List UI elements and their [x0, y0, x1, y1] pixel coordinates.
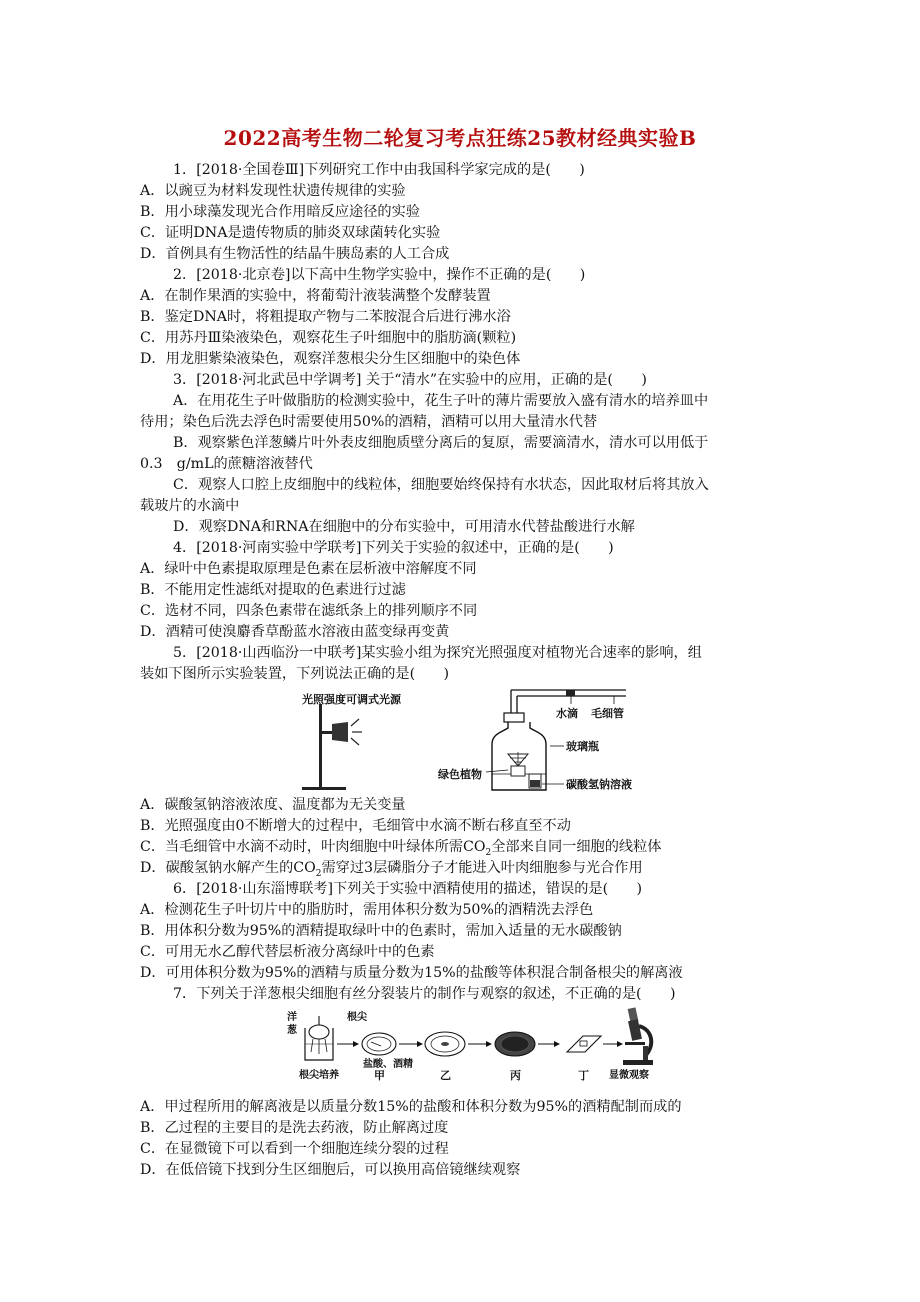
- light-source-label: 光照强度可调式光源: [302, 693, 401, 706]
- page-title: 2022高考生物二轮复习考点狂练25教材经典实验B: [223, 126, 697, 150]
- light-source-icon: [332, 722, 348, 742]
- q5-stem-line2: 装如下图所示实验装置，下列说法正确的是( ): [140, 666, 450, 682]
- q1-option-a: A．以豌豆为材料发现性状遗传规律的实验: [140, 183, 406, 199]
- bottle-label: 玻璃瓶: [566, 740, 599, 753]
- onion-label-line2: 葱: [287, 1025, 297, 1036]
- q6-option-b: B．用体积分数为95%的酒精提取绿叶中的色素时，需加入适量的无水碳酸钠: [140, 923, 622, 939]
- q5-apparatus-diagram: [296, 686, 640, 794]
- q2-option-d: D．用龙胆紫染液染色，观察洋葱根尖分生区细胞中的染色体: [140, 351, 521, 367]
- q5-stem-line1: 5．[2018·山西临汾一中联考]某实验小组为探究光照强度对植物光合速率的影响，组: [173, 645, 702, 661]
- q2-option-c: C．用苏丹Ⅲ染液染色，观察花生子叶细胞中的脂肪滴(颗粒): [140, 330, 517, 346]
- water-drop-icon: [566, 690, 575, 696]
- q7-option-a: A．甲过程所用的解离液是以质量分数15%的盐酸和体积分数为95%的酒精配制而成的: [140, 1099, 682, 1115]
- q6-option-d: D．可用体积分数为95%的酒精与质量分数为15%的盐酸等体积混合制备根尖的解离液: [140, 965, 683, 981]
- q1-option-b: B．用小球藻发现光合作用暗反应途径的实验: [140, 204, 420, 220]
- q2-stem: 2．[2018·北京卷]以下高中生物学实验中，操作不正确的是( ): [173, 267, 586, 283]
- plant-label: 绿色植物: [438, 768, 482, 781]
- slide-ding-icon: [567, 1036, 601, 1052]
- onion-label-line1: 洋: [287, 1012, 297, 1023]
- lamp-pole: [319, 704, 322, 788]
- q5-option-b: B．光照强度由0不断增大的过程中，毛细管中水滴不断右移直至不动: [140, 818, 571, 834]
- q1-option-c: C．证明DNA是遗传物质的肺炎双球菌转化实验: [140, 225, 441, 241]
- q6-option-c: C．可用无水乙醇代替层析液分离绿叶中的色素: [140, 944, 435, 960]
- water-drop-label: 水滴: [556, 707, 578, 720]
- reagents-label: 盐酸、酒精: [363, 1059, 413, 1070]
- q7-option-d: D．在低倍镜下找到分生区细胞后，可以换用高倍镜继续观察: [140, 1162, 521, 1178]
- q4-option-c: C．选材不同，四条色素带在滤纸条上的排列顺序不同: [140, 603, 478, 619]
- q4-option-b: B．不能用定性滤纸对提取的色素进行过滤: [140, 582, 406, 598]
- q3-stem: 3．[2018·河北武邑中学调考] 关于“清水”在实验中的应用，正确的是( ): [173, 372, 647, 388]
- step-ding-label: 丁: [578, 1069, 589, 1082]
- solution-label: 碳酸氢钠溶液: [566, 778, 632, 791]
- lamp-arm: [320, 731, 334, 734]
- q5-option-c: C．当毛细管中水滴不动时，叶肉细胞中叶绿体所需$CO_2$全部来自同一细胞的线粒体: [140, 839, 662, 858]
- q4-option-a: A．绿叶中色素提取原理是色素在层析液中溶解度不同: [140, 561, 477, 577]
- q5-option-a: A．碳酸氢钠溶液浓度、温度都为无关变量: [140, 797, 406, 813]
- q7-option-b: B．乙过程的主要目的是洗去药液，防止解离过度: [140, 1120, 449, 1136]
- q4-option-d: D．酒精可使溴麝香草酚蓝水溶液由蓝变绿再变黄: [140, 624, 450, 640]
- step-jia-label: 甲: [374, 1069, 385, 1082]
- q7-option-c: C．在显微镜下可以看到一个细胞连续分裂的过程: [140, 1141, 449, 1157]
- q3-option-a-line1: A．在用花生子叶做脂肪的检测实验中，花生子叶的薄片需要放入盛有清水的培养皿中: [173, 393, 709, 409]
- q2-option-b: B．鉴定DNA时，将粗提取产物与二苯胺混合后进行沸水浴: [140, 309, 511, 325]
- q3-option-b-line2: 0.3 g/mL的蔗糖溶液替代: [140, 456, 313, 472]
- q6-stem: 6．[2018·山东淄博联考]下列关于实验中酒精使用的描述，错误的是( ): [173, 881, 643, 897]
- q5-option-d: D．碳酸氢钠水解产生的$CO_2$需穿过3层磷脂分子才能进入叶肉细胞参与光合作用: [140, 860, 643, 879]
- q5-figure: [296, 686, 640, 794]
- q7-stem: 7．下列关于洋葱根尖细胞有丝分裂装片的制作与观察的叙述，不正确的是( ): [173, 986, 676, 1002]
- q3-option-d: D．观察DNA和RNA在细胞中的分布实验中，可用清水代替盐酸进行水解: [173, 519, 635, 535]
- microscope-label: 显微观察: [609, 1070, 649, 1081]
- capillary-label: 毛细管: [591, 707, 624, 720]
- q3-option-b-line1: B．观察紫色洋葱鳞片叶外表皮细胞质壁分离后的复原，需要滴清水，清水可以用低于: [173, 435, 709, 451]
- lamp-base: [302, 787, 346, 790]
- step-bing-label: 丙: [510, 1069, 521, 1082]
- q6-option-a: A．检测花生子叶切片中的脂肪时，需用体积分数为50%的酒精洗去浮色: [140, 902, 594, 918]
- q1-option-d: D．首例具有生物活性的结晶牛胰岛素的人工合成: [140, 246, 450, 262]
- step-yi-label: 乙: [440, 1069, 451, 1082]
- stopper: [504, 713, 524, 722]
- q3-option-c-line2: 载玻片的水滴中: [140, 498, 240, 514]
- culture-label: 根尖培养: [299, 1070, 339, 1081]
- q2-option-a: A．在制作果酒的实验中，将葡萄汁液装满整个发酵装置: [140, 288, 491, 304]
- microscope-icon: [623, 1007, 653, 1065]
- onion-icon: [309, 1025, 329, 1039]
- root-tip-label: 根尖: [347, 1012, 367, 1023]
- q1-stem: 1．[2018·全国卷Ⅲ]下列研究工作中由我国科学家完成的是( ): [173, 162, 585, 178]
- q7-figure: [283, 1006, 663, 1086]
- q3-option-c-line1: C．观察人口腔上皮细胞中的线粒体，细胞要始终保持有水状态，因此取材后将其放入: [173, 477, 709, 493]
- q4-stem: 4．[2018·河南实验中学联考]下列关于实验的叙述中，正确的是( ): [173, 540, 614, 556]
- q3-option-a-line2: 待用；染色后洗去浮色时需要使用50%的酒精，酒精可以用大量清水代替: [140, 414, 598, 430]
- q7-process-diagram: [283, 1006, 663, 1086]
